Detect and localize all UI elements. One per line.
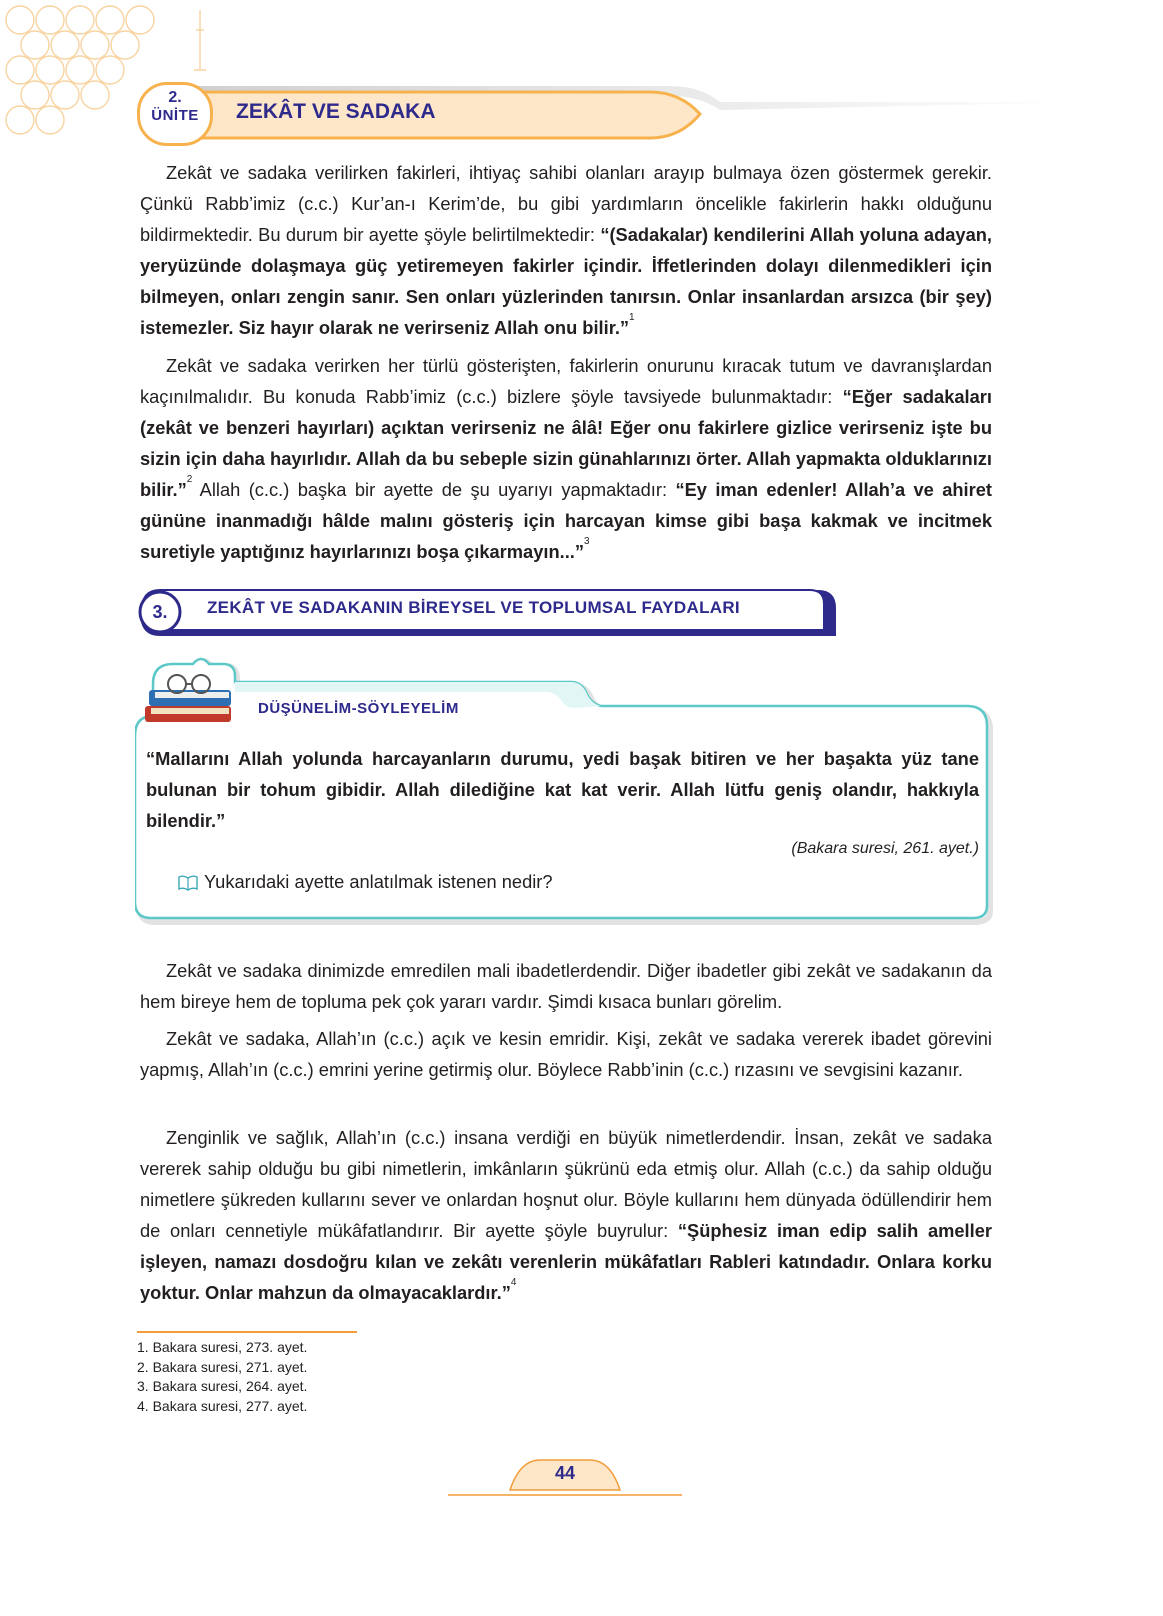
open-book-icon (178, 875, 198, 891)
footnote-ref: 2 (186, 474, 193, 485)
verse-text: “(Sadakalar) kendilerini Allah yoluna adayan, yeryüzünde dolaşmaya güç yetiremeyen fakirler içindir. İffetlerinden dolayı dilenmedikleri için bilmeyen, onları zengin sanır. Sen onları yüzlerinden tanırsın. Onlar insanlardan arsızca (bir şey) istemezler. Siz hayır olarak ne verirseniz Allah onu bilir.” (140, 224, 992, 338)
body-text: Allah (c.c.) başka bir ayette de şu uyarıyı yapmaktadır: (192, 479, 676, 500)
discussion-label: DÜŞÜNELİM-SÖYLEYELİM (258, 700, 459, 717)
body-text: Zekât ve sadaka verilirken fakirleri, ihtiyaç sahibi olanları arayıp bulmaya özen göstermek gerekir. Çünkü Rabb’imiz (c.c.) Kur’an-ı Kerim’de, bu gibi yardımların öncelikle fakirlerin hakkı olduğunu bildirmektedir. Bu durum bir ayette şöyle belirtilmektedir: (140, 162, 992, 245)
footnote-ref: 3 (584, 536, 590, 547)
unit-badge (137, 82, 213, 146)
question-text: Yukarıdaki ayette anlatılmak istenen nedir? (204, 871, 553, 892)
verse-source: (Bakara suresi, 261. ayet.) (791, 840, 979, 857)
paragraph (140, 350, 992, 567)
footnote-ref: 1 (629, 312, 635, 323)
footnote-divider (137, 1331, 357, 1333)
unit-title: ZEKÂT VE SADAKA (236, 100, 436, 123)
paragraph (140, 157, 992, 343)
section-title: ZEKÂT VE SADAKANIN BİREYSEL VE TOPLUMSAL FAYDALARI (207, 598, 740, 617)
unit-label: ÜNİTE (151, 107, 199, 124)
footnotes (137, 1338, 307, 1416)
paragraph (140, 1023, 992, 1085)
section-number: 3. (152, 602, 168, 622)
unit-number: 2. (168, 89, 182, 106)
footnote: 2. Bakara suresi, 271. ayet. (137, 1358, 308, 1375)
verse-text: “Ey iman edenler! Allah’a ve ahiret gününe inanmadığı hâlde malını gösteriş için harcayan kimse gibi başa kakmak ve incitmek suretiyle yaptığınız hayırlarınızı boşa çıkarmayın...” (140, 479, 993, 562)
body-text: Zenginlik ve sağlık, Allah’ın (c.c.) insana verdiği en büyük nimetlerdendir. İnsan, zekât ve sadaka vererek sahip olduğu bu gibi nimetlerin, imkânların şükrünü eda etmiş olur. Allah (c.c.) da sahip olduğu nimetlere şükreden kullarını sever ve onlardan hoşnut olur. Böyle kullarını hem dünyada ödüllendirir hem de onları cennetiyle mükâfatlandırır. Bir ayette şöyle buyrulur: (140, 1127, 992, 1241)
discussion-question (178, 869, 553, 895)
body-text: Zekât ve sadaka, Allah’ın (c.c.) açık ve kesin emridir. Kişi, zekât ve sadaka vererek ibadet görevini yapmış, Allah’ın (c.c.) emrini yerine getirmiş olur. Böylece Rabb’inin (c.c.) rızasını ve sevgisini kazanır. (140, 1028, 992, 1080)
footnote: 1. Bakara suresi, 273. ayet. (137, 1339, 308, 1355)
footnote: 4. Bakara suresi, 277. ayet. (137, 1397, 308, 1414)
page-number: 44 (554, 1463, 576, 1483)
paragraph (140, 955, 992, 1017)
body-text: Zekât ve sadaka verirken her türlü gösterişten, fakirlerin onurunu kıracak tutum ve davranışlardan kaçınılmalıdır. Bu konuda Rabb’imiz (c.c.) bizlere şöyle tavsiyede bulunmaktadır: (140, 355, 992, 407)
footnote-ref: 4 (510, 1277, 517, 1288)
verse-quote: “Mallarını Allah yolunda harcayanların durumu, yedi başak bitiren ve her başakta yüz tane bulunan bir tohum gibidir. Allah dilediğine kat kat verir. Allah lütfu geniş olandır, hakkıyla bilendir.” (146, 748, 979, 831)
paragraph (140, 1122, 992, 1308)
footnote: 3. Bakara suresi, 264. ayet. (137, 1378, 308, 1394)
verse-text: “Eğer sadakaları (zekât ve benzeri hayırları) açıktan verirseniz ne âlâ! Eğer onu fakirlere gizlice verirseniz işte bu sizin için daha hayırlıdır. Allah da bu sebeple sizin günahlarınızı örter. Allah yapmakta olduklarınızı bilir.” (140, 386, 992, 500)
verse-text: “Şüphesiz iman edip salih ameller işleyen, namazı dosdoğru kılan ve zekâtı verenlerin mükâfatları Rableri katındadır. Onlara korku yoktur. Onlar mahzun da olmayacaklardır.” (140, 1220, 992, 1303)
body-text: Zekât ve sadaka dinimizde emredilen mali ibadetlerdendir. Diğer ibadetler gibi zekât ve sadakanın da hem bireye hem de topluma pek çok yararı vardır. Şimdi kısaca bunları görelim. (140, 960, 992, 1012)
